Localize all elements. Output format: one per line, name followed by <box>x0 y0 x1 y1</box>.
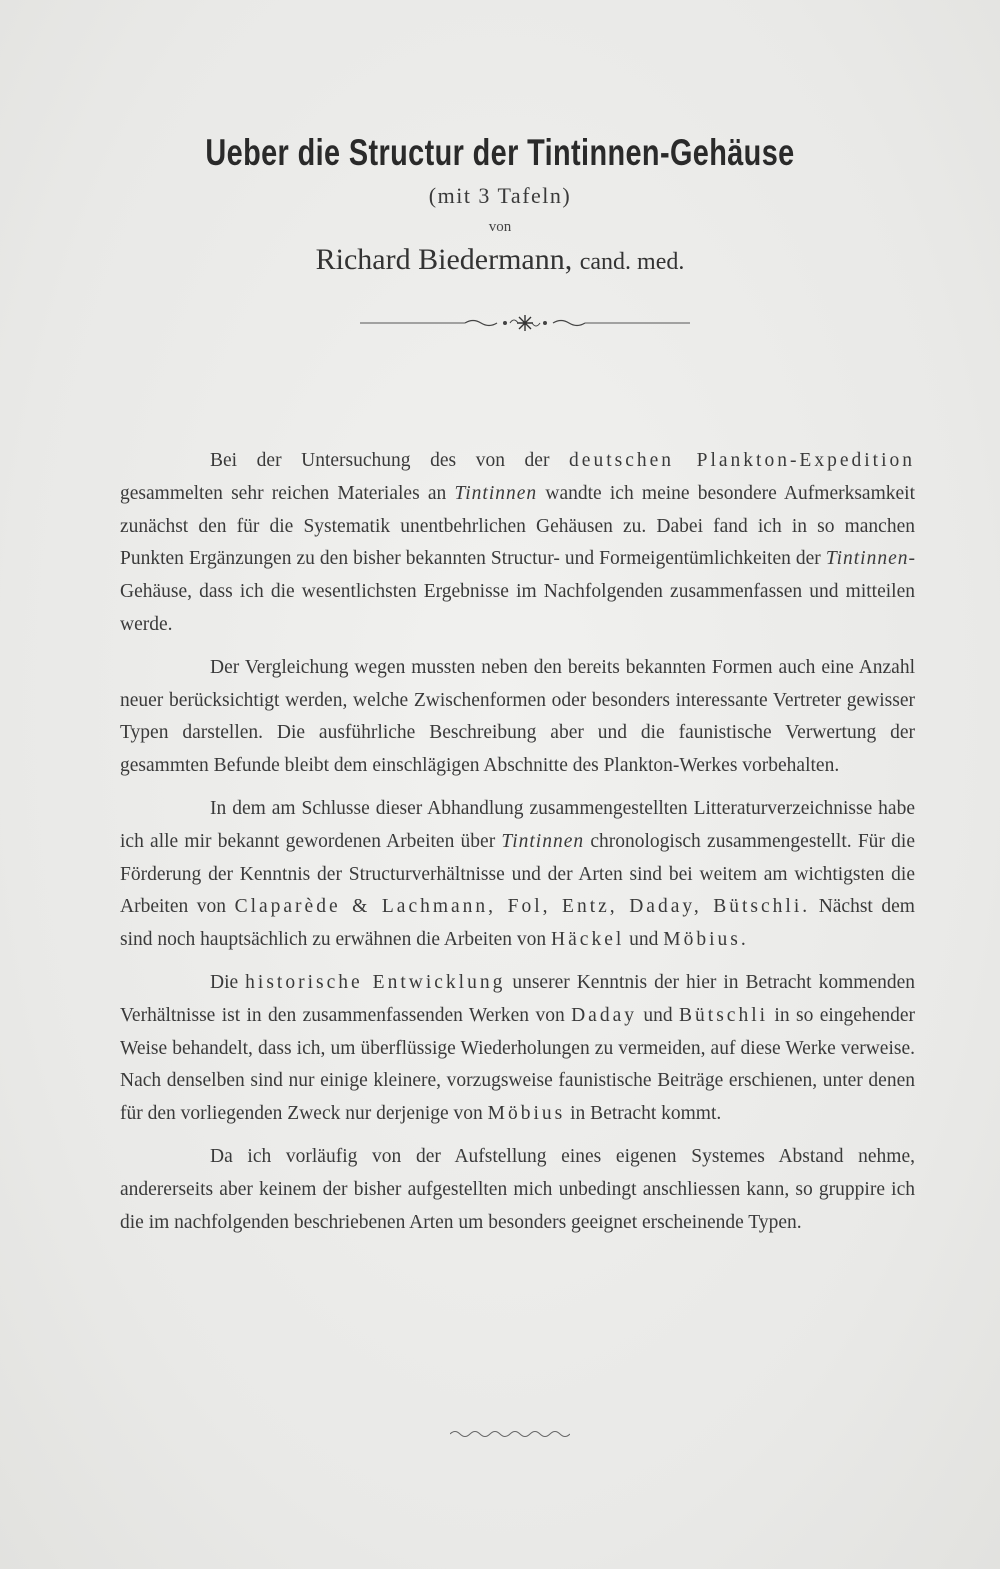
spaced-text: historische Entwicklung <box>245 971 506 993</box>
author-name: Richard Biedermann, <box>315 243 573 276</box>
paragraph-5 <box>120 1141 915 1239</box>
spaced-text: deutschen Plankton-Expedition <box>569 450 916 471</box>
body-text <box>120 445 915 1249</box>
author-line <box>0 243 1000 277</box>
author-degree: cand. med. <box>579 249 685 275</box>
text-span: Der Vergleichung wegen mussten neben den bereits bekannten Formen auch eine Anzahl neuer berücksichtigt werden, welche Zwischenformen oder besonders interessante Vertreter gewisser Typen darstellen. Die ausführliche Beschreibung aber und die faunistische Verwertung der gesammten Befunde bleibt dem einschlägigen Abschnitte des Plankton-Werkes vorbehalten. <box>120 656 915 777</box>
italic-term: Tintinnen <box>501 830 585 852</box>
italic-term: Tintinnen <box>454 482 538 504</box>
text-span: unserer Kenntnis der hier in Betracht kommenden Verhältnisse ist in den zusammenfassenden Werken von <box>120 971 916 1026</box>
text-span: Die <box>210 971 246 993</box>
text-span: Da ich vorläufig von der Aufstellung eines eigenen Systemes Abstand nehme, andererseits aber keinem der bisher aufgestellten mich unbedingt anschliessen kann, so gruppire ich die im nachfolgenden beschriebenen Arten um besonders geeignet erscheinende Typen. <box>120 1145 915 1233</box>
text-span: In dem am Schlusse dieser Abhandlung zusammengestellten Litteraturverzeichnisse habe ich alle mir bekannt gewordenen Arbeiten über <box>120 797 915 852</box>
byline-von: von <box>488 219 512 235</box>
spaced-text: Häckel <box>551 929 625 951</box>
ornament-divider-icon <box>360 312 690 332</box>
page-title: Ueber die Structur der Tintinnen-Gehäuse <box>205 132 795 173</box>
spaced-text: Möbius <box>487 1103 566 1125</box>
text-span: -Gehäuse, dass ich die wesentlichsten Ergebnisse im Nachfolgenden zusammenfassen und mitteilen werde. <box>120 548 915 635</box>
end-wave-icon <box>450 1428 570 1440</box>
text-span: und <box>624 929 664 951</box>
text-span: und <box>637 1004 680 1026</box>
spaced-text: Daday <box>571 1004 637 1026</box>
text-span: in Betracht kommt. <box>565 1103 722 1125</box>
spaced-text: Bütschli <box>679 1004 769 1026</box>
spaced-text: Möbius. <box>663 929 749 951</box>
text-span: Bei der Untersuchung des von der <box>210 450 570 471</box>
paragraph-3 <box>120 793 915 957</box>
text-span: Nächst dem sind noch hauptsächlich zu erwähnen die Arbeiten von <box>120 896 915 951</box>
subtitle: (mit 3 Tafeln) <box>428 183 572 208</box>
text-span: chronologisch zusammengestellt. Für die Förderung der Kenntnis der Structurverhältnisse und der Arten sind bei weitem am wichtigsten die Arbeiten von <box>120 830 915 918</box>
paragraph-4 <box>120 967 915 1131</box>
text-span: in so eingehender Weise behandelt, dass ich, um überflüssige Wiederholungen zu vermeiden, auf diese Werke verweise. Nach denselben sind nur einige kleinere, vorzugsweise faunistische Beiträge erschienen, unter denen für den vorliegenden Zweck nur derjenige von <box>120 1004 915 1125</box>
spaced-text: Claparède & Lachmann, Fol, Entz, Daday, Bütschli. <box>234 896 811 918</box>
paragraph-1 <box>120 445 915 642</box>
text-span: gesammelten sehr reichen Materiales an <box>120 482 455 504</box>
italic-term: Tintinnen <box>825 548 909 570</box>
text-span: wandte ich meine besondere Aufmerksamkeit zunächst den für die Systematik unentbehrlichen Gehäusen zu. Dabei fand ich in so manchen Punkten Ergänzungen zu den bisher bekannten Structur- und Formeigentümlichkeiten der <box>120 482 915 570</box>
paragraph-2 <box>120 652 915 783</box>
